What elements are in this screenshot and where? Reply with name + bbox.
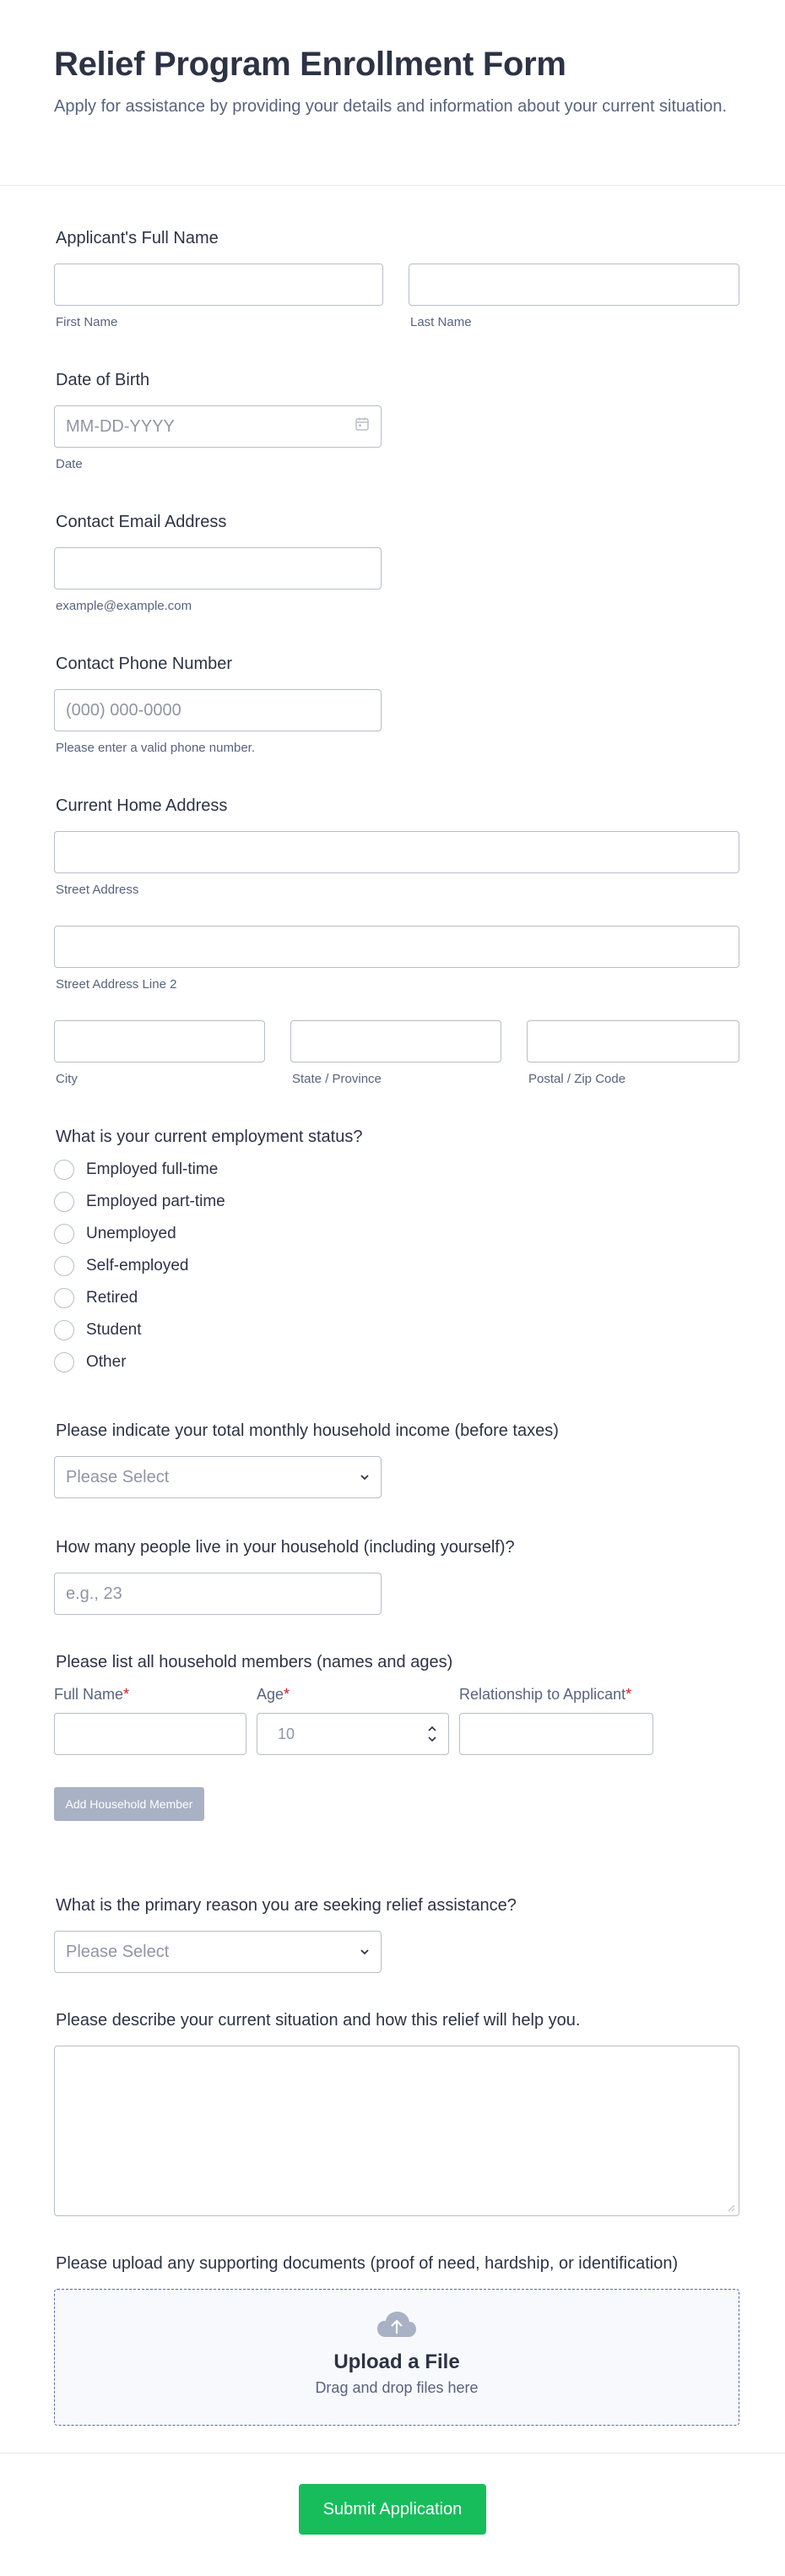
- address-label: Current Home Address: [56, 796, 228, 815]
- employment-option[interactable]: [54, 1314, 362, 1346]
- chevron-down-icon: [360, 1472, 370, 1482]
- phone-label: Contact Phone Number: [56, 655, 233, 673]
- radio-button[interactable]: [54, 1320, 74, 1340]
- dob-input[interactable]: [54, 405, 382, 448]
- employment-option-label: Employed part-time: [86, 1193, 225, 1210]
- employment-option[interactable]: [54, 1282, 362, 1314]
- phone-sublabel: Please enter a valid phone number.: [56, 741, 255, 755]
- address-field: [54, 794, 739, 1088]
- age-stepper[interactable]: [427, 1725, 437, 1742]
- employment-option[interactable]: [54, 1250, 362, 1282]
- employment-option-label: Self-employed: [86, 1257, 189, 1274]
- phone-input[interactable]: [54, 689, 382, 731]
- employment-option-label: Student: [86, 1321, 142, 1339]
- column-age: [257, 1684, 451, 1704]
- state-sublabel: State / Province: [292, 1072, 382, 1086]
- state-input[interactable]: [290, 1020, 501, 1062]
- situation-textarea[interactable]: [54, 2046, 739, 2216]
- column-full-name-label: Full Name: [54, 1686, 124, 1703]
- city-input[interactable]: [54, 1020, 265, 1062]
- employment-option[interactable]: [54, 1218, 362, 1250]
- employment-options: [54, 1154, 362, 1378]
- employment-option-label: Employed full-time: [86, 1160, 219, 1178]
- reason-label: What is the primary reason you are seeking relief assistance?: [56, 1896, 517, 1915]
- column-relationship: [459, 1684, 662, 1704]
- reason-selected-value: Please Select: [66, 1942, 170, 1961]
- employment-option-label: Unemployed: [86, 1225, 176, 1242]
- employment-option[interactable]: [54, 1186, 362, 1218]
- reason-select[interactable]: [54, 1931, 382, 1973]
- column-age-label: Age: [257, 1686, 284, 1703]
- radio-button[interactable]: [54, 1160, 74, 1180]
- member-relationship-input[interactable]: [459, 1713, 653, 1755]
- last-name-input[interactable]: [409, 264, 739, 306]
- employment-option-label: Retired: [86, 1289, 138, 1307]
- email-input[interactable]: [54, 547, 382, 590]
- cloud-upload-icon: [376, 2310, 418, 2340]
- chevron-down-icon[interactable]: [427, 1736, 437, 1742]
- radio-button[interactable]: [54, 1288, 74, 1308]
- email-sublabel: example@example.com: [56, 599, 192, 613]
- form-header: [0, 0, 785, 186]
- file-dropzone[interactable]: [54, 2289, 739, 2426]
- member-full-name-input[interactable]: [54, 1713, 246, 1755]
- city-sublabel: City: [56, 1072, 78, 1086]
- employment-option-label: Other: [86, 1353, 127, 1371]
- street-address-sublabel: Street Address: [56, 883, 139, 897]
- resize-handle-icon[interactable]: [727, 2204, 735, 2212]
- employment-option[interactable]: [54, 1346, 362, 1378]
- situation-field: [54, 2008, 739, 2216]
- radio-button[interactable]: [54, 1224, 74, 1244]
- submit-button[interactable]: Submit Application: [299, 2484, 486, 2535]
- household-count-label: How many people live in your household (including yourself)?: [56, 1538, 515, 1557]
- household-count-field: [54, 1535, 515, 1615]
- radio-button[interactable]: [54, 1352, 74, 1372]
- phone-field: [54, 652, 382, 757]
- column-relationship-label: Relationship to Applicant: [459, 1686, 626, 1703]
- household-count-placeholder: e.g., 23: [66, 1584, 122, 1603]
- upload-title: Upload a File: [333, 2350, 460, 2373]
- upload-field: [54, 2252, 739, 2426]
- income-select[interactable]: [54, 1456, 382, 1498]
- employment-field: [54, 1125, 362, 1378]
- radio-button[interactable]: [54, 1192, 74, 1212]
- income-selected-value: Please Select: [66, 1467, 170, 1486]
- household-members-label: [56, 1650, 662, 1674]
- street-address-line2-sublabel: Street Address Line 2: [56, 977, 177, 992]
- add-household-member-button[interactable]: Add Household Member: [54, 1787, 204, 1821]
- column-full-name: [54, 1684, 248, 1704]
- situation-label: Please describe your current situation and how this relief will help you.: [56, 2011, 581, 2030]
- form-title: Relief Program Enrollment Form: [54, 46, 566, 83]
- chevron-up-icon[interactable]: [427, 1725, 437, 1732]
- upload-subtitle: Drag and drop files here: [315, 2379, 479, 2396]
- dob-field: [54, 368, 382, 473]
- first-name-input[interactable]: [54, 264, 383, 306]
- last-name-sublabel: Last Name: [410, 315, 472, 329]
- income-label: Please indicate your total monthly household income (before taxes): [56, 1421, 559, 1440]
- required-mark: *: [123, 1686, 130, 1703]
- email-label: Contact Email Address: [56, 513, 227, 531]
- member-age-placeholder: 10: [278, 1725, 295, 1742]
- employment-option[interactable]: [54, 1154, 362, 1186]
- chevron-down-icon: [360, 1947, 370, 1957]
- dob-placeholder: MM-DD-YYYY: [66, 416, 175, 436]
- dob-sublabel: Date: [56, 457, 83, 471]
- full-name-field: [54, 226, 739, 331]
- income-field: [54, 1419, 559, 1498]
- phone-placeholder: (000) 000-0000: [66, 700, 181, 720]
- radio-button[interactable]: [54, 1256, 74, 1276]
- household-members-field: [54, 1650, 662, 1821]
- street-address-line2-input[interactable]: [54, 926, 739, 968]
- dob-label: Date of Birth: [56, 371, 150, 389]
- employment-label: What is your current employment status?: [56, 1128, 363, 1146]
- required-mark: *: [625, 1686, 632, 1703]
- first-name-sublabel: First Name: [56, 315, 118, 329]
- zip-sublabel: Postal / Zip Code: [528, 1072, 626, 1086]
- member-age-input[interactable]: [257, 1713, 449, 1755]
- full-name-label: Applicant's Full Name: [56, 229, 219, 247]
- household-members-label-text: Please list all household members (names and ages): [56, 1653, 453, 1671]
- calendar-icon[interactable]: [355, 416, 370, 437]
- household-count-input[interactable]: [54, 1573, 382, 1615]
- upload-label: Please upload any supporting documents (proof of need, hardship, or identification): [56, 2254, 679, 2273]
- reason-field: [54, 1894, 517, 1973]
- form-footer: [0, 2453, 785, 2576]
- zip-input[interactable]: [527, 1020, 739, 1062]
- form-description: Apply for assistance by providing your details and information about your current situation.: [54, 97, 728, 116]
- required-mark: *: [284, 1686, 290, 1703]
- street-address-input[interactable]: [54, 831, 739, 873]
- email-field: [54, 510, 382, 615]
